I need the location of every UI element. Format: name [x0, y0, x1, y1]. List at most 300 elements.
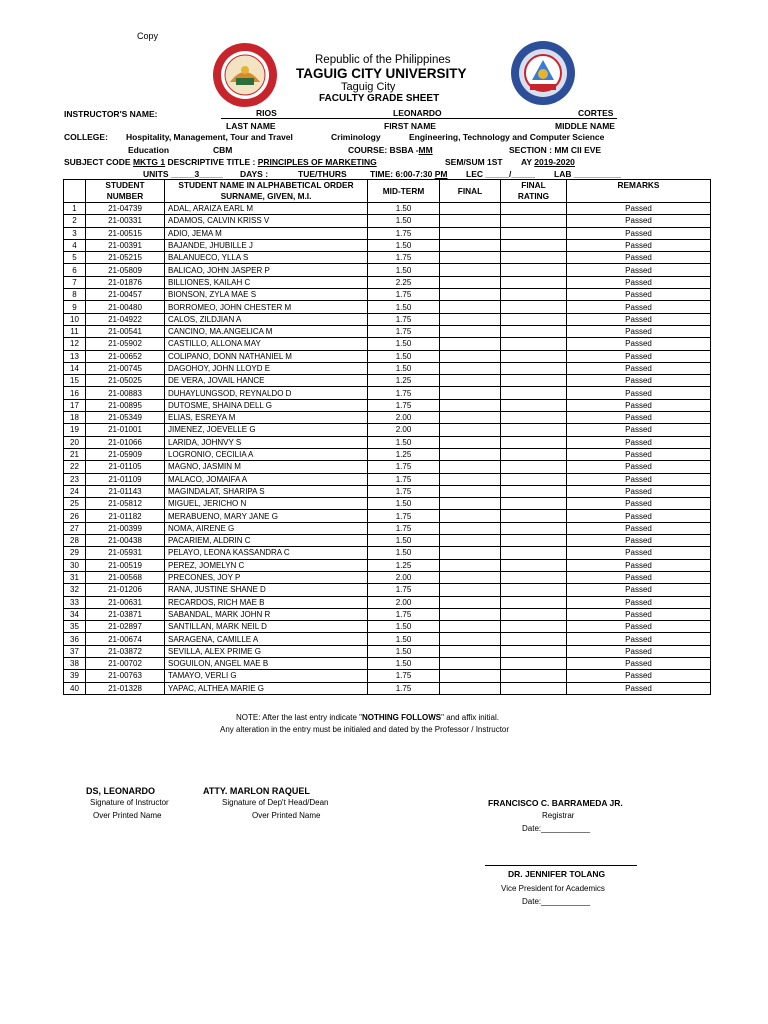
student-name: LOGRONIO, CECILIA A [165, 448, 368, 460]
instructor-underline [221, 118, 617, 119]
student-number: 21-01001 [86, 424, 165, 436]
remarks: Passed [567, 485, 711, 497]
college-option-criminology: Criminology [331, 132, 381, 142]
table-row [64, 596, 711, 608]
student-number: 21-00631 [86, 596, 165, 608]
midterm-grade: 1.50 [368, 547, 440, 559]
row-number: 32 [64, 584, 86, 596]
table-row [64, 227, 711, 239]
college-option-education: Education [128, 145, 170, 155]
student-name: DUHAYLUNGSOD, REYNALDO D [165, 387, 368, 399]
table-row [64, 239, 711, 251]
ay-label: AY [521, 157, 532, 167]
student-number: 21-05812 [86, 498, 165, 510]
section-field: SECTION : MM CII EVE [509, 145, 602, 155]
remarks: Passed [567, 313, 711, 325]
remarks: Passed [567, 571, 711, 583]
final-rating [501, 596, 567, 608]
midterm-grade: 1.50 [368, 215, 440, 227]
student-number: 21-00391 [86, 239, 165, 251]
midterm-grade: 1.75 [368, 485, 440, 497]
remarks: Passed [567, 596, 711, 608]
student-number: 21-04739 [86, 203, 165, 215]
midterm-grade: 1.25 [368, 559, 440, 571]
row-number: 20 [64, 436, 86, 448]
instructor-over-label: Over Printed Name [93, 811, 162, 820]
row-number: 33 [64, 596, 86, 608]
remarks: Passed [567, 645, 711, 657]
student-name: MAGINDALAT, SHARIPA S [165, 485, 368, 497]
student-name: CASTILLO, ALLONA MAY [165, 338, 368, 350]
lab-field: LAB __________ [554, 169, 622, 179]
row-number: 3 [64, 227, 86, 239]
header-final-rating: FINAL RATING [501, 180, 567, 203]
student-name: ELIAS, ESREYA M [165, 412, 368, 424]
college-label: COLLEGE: [64, 132, 108, 142]
final-rating [501, 682, 567, 694]
remarks: Passed [567, 522, 711, 534]
student-name: BILLIONES, KAILAH C [165, 276, 368, 288]
remarks: Passed [567, 535, 711, 547]
instructor-printed-name: DS, LEONARDO [86, 786, 156, 796]
final-rating [501, 412, 567, 424]
vp-date: Date:___________ [522, 897, 591, 906]
row-number: 22 [64, 461, 86, 473]
student-name: NOMA, AIRENE G [165, 522, 368, 534]
midterm-grade: 2.00 [368, 596, 440, 608]
last-name-label: LAST NAME [226, 121, 276, 131]
remarks: Passed [567, 473, 711, 485]
final-rating [501, 301, 567, 313]
sheet-title: FACULTY GRADE SHEET [319, 93, 440, 104]
grade-table-body [64, 203, 711, 695]
final-grade [440, 362, 501, 374]
table-row [64, 633, 711, 645]
final-grade [440, 276, 501, 288]
student-name: YAPAC, ALTHEA MARIE G [165, 682, 368, 694]
remarks: Passed [567, 547, 711, 559]
row-number: 34 [64, 608, 86, 620]
midterm-grade: 1.75 [368, 522, 440, 534]
student-number: 21-00331 [86, 215, 165, 227]
table-row [64, 535, 711, 547]
final-rating [501, 387, 567, 399]
final-grade [440, 498, 501, 510]
subject-code-label: SUBJECT CODE [64, 157, 131, 167]
vp-name: DR. JENNIFER TOLANG [508, 869, 606, 879]
student-number: 21-01105 [86, 461, 165, 473]
table-row [64, 510, 711, 522]
student-name: RECARDOS, RICH MAE B [165, 596, 368, 608]
midterm-grade: 1.75 [368, 670, 440, 682]
descriptive-title-label: DESCRIPTIVE TITLE : [167, 157, 256, 167]
student-name: PELAYO, LEONA KASSANDRA C [165, 547, 368, 559]
city-seal-icon [510, 40, 576, 106]
final-grade [440, 559, 501, 571]
row-number: 5 [64, 252, 86, 264]
remarks: Passed [567, 670, 711, 682]
row-number: 35 [64, 621, 86, 633]
row-number: 28 [64, 535, 86, 547]
student-number: 21-00652 [86, 350, 165, 362]
midterm-grade: 1.75 [368, 387, 440, 399]
table-row [64, 350, 711, 362]
row-number: 40 [64, 682, 86, 694]
final-grade [440, 608, 501, 620]
table-row [64, 424, 711, 436]
university-seal-icon [212, 42, 278, 108]
midterm-grade: 1.50 [368, 239, 440, 251]
student-number: 21-01206 [86, 584, 165, 596]
student-name: DAGOHOY, JOHN LLOYD E [165, 362, 368, 374]
table-row [64, 338, 711, 350]
note-line-1 [236, 713, 499, 722]
final-rating [501, 633, 567, 645]
final-rating [501, 313, 567, 325]
header-no [64, 180, 86, 203]
final-grade [440, 412, 501, 424]
midterm-grade: 1.75 [368, 461, 440, 473]
final-rating [501, 498, 567, 510]
row-number: 10 [64, 313, 86, 325]
registrar-date: Date:___________ [522, 824, 591, 833]
days-value: TUE/THURS [298, 169, 347, 179]
student-number: 21-05349 [86, 412, 165, 424]
table-row [64, 608, 711, 620]
first-name-label: FIRST NAME [384, 121, 436, 131]
midterm-grade: 2.25 [368, 276, 440, 288]
remarks: Passed [567, 621, 711, 633]
student-number: 21-03872 [86, 645, 165, 657]
final-rating [501, 571, 567, 583]
student-number: 21-05931 [86, 547, 165, 559]
table-row [64, 252, 711, 264]
final-grade [440, 424, 501, 436]
midterm-grade: 2.00 [368, 412, 440, 424]
remarks: Passed [567, 399, 711, 411]
midterm-grade: 1.50 [368, 362, 440, 374]
student-number: 21-00438 [86, 535, 165, 547]
remarks: Passed [567, 203, 711, 215]
midterm-grade: 1.25 [368, 448, 440, 460]
final-rating [501, 559, 567, 571]
college-option-htm: Hospitality, Management, Tour and Travel [126, 132, 293, 142]
table-row [64, 399, 711, 411]
student-name: DUTOSME, SHAINA DELL G [165, 399, 368, 411]
university-name: TAGUIG CITY UNIVERSITY [296, 66, 467, 81]
remarks: Passed [567, 227, 711, 239]
row-number: 23 [64, 473, 86, 485]
final-rating [501, 645, 567, 657]
time-field [370, 169, 448, 179]
vp-title: Vice President for Academics [501, 884, 605, 893]
midterm-grade: 1.50 [368, 264, 440, 276]
final-grade [440, 301, 501, 313]
final-rating [501, 338, 567, 350]
table-row [64, 313, 711, 325]
midterm-grade: 1.75 [368, 252, 440, 264]
final-rating [501, 485, 567, 497]
student-number: 21-00399 [86, 522, 165, 534]
student-number: 21-05809 [86, 264, 165, 276]
final-grade [440, 633, 501, 645]
final-grade [440, 645, 501, 657]
final-rating [501, 670, 567, 682]
student-number: 21-00541 [86, 325, 165, 337]
units-field: UNITS _____3_____ [143, 169, 223, 179]
remarks: Passed [567, 633, 711, 645]
student-number: 21-01109 [86, 473, 165, 485]
final-rating [501, 350, 567, 362]
row-number: 24 [64, 485, 86, 497]
final-grade [440, 461, 501, 473]
remarks: Passed [567, 448, 711, 460]
republic-line: Republic of the Philippines [315, 54, 451, 66]
final-grade [440, 510, 501, 522]
student-number: 21-00457 [86, 289, 165, 301]
final-rating [501, 510, 567, 522]
registrar-title: Registrar [542, 811, 575, 820]
remarks: Passed [567, 276, 711, 288]
remarks: Passed [567, 252, 711, 264]
header-student-name: STUDENT NAME IN ALPHABETICAL ORDER SURNAME, GIVEN, M.I. [165, 180, 368, 203]
descriptive-title: PRINCIPLES OF MARKETING [257, 157, 377, 167]
midterm-grade: 1.25 [368, 375, 440, 387]
semester: SEM/SUM 1ST [445, 157, 503, 167]
header-student-number: STUDENT NUMBER [86, 180, 165, 203]
remarks: Passed [567, 301, 711, 313]
remarks: Passed [567, 264, 711, 276]
city-line: Taguig City [341, 81, 396, 93]
final-rating [501, 436, 567, 448]
student-name: MALACO, JOMAIFA A [165, 473, 368, 485]
row-number: 14 [64, 362, 86, 374]
final-grade [440, 264, 501, 276]
student-number: 21-01182 [86, 510, 165, 522]
remarks: Passed [567, 424, 711, 436]
final-rating [501, 227, 567, 239]
remarks: Passed [567, 682, 711, 694]
final-grade [440, 682, 501, 694]
student-number: 21-01328 [86, 682, 165, 694]
table-row [64, 571, 711, 583]
table-row [64, 584, 711, 596]
dean-over-label: Over Printed Name [252, 811, 321, 820]
note-prefix: NOTE: After the last entry indicate " [236, 713, 363, 722]
final-rating [501, 608, 567, 620]
final-grade [440, 657, 501, 669]
student-number: 21-00883 [86, 387, 165, 399]
student-number: 21-00519 [86, 559, 165, 571]
final-rating [501, 448, 567, 460]
row-number: 1 [64, 203, 86, 215]
midterm-grade: 1.50 [368, 350, 440, 362]
table-row [64, 436, 711, 448]
header-remarks: REMARKS [567, 180, 711, 203]
remarks: Passed [567, 350, 711, 362]
final-rating [501, 424, 567, 436]
final-grade [440, 584, 501, 596]
instructor-label: INSTRUCTOR'S NAME: [64, 109, 158, 119]
row-number: 25 [64, 498, 86, 510]
midterm-grade: 1.50 [368, 621, 440, 633]
registrar-name: FRANCISCO C. BARRAMEDA JR. [488, 798, 623, 808]
table-row [64, 387, 711, 399]
dean-signature-label: Signature of Dep't Head/Dean [222, 798, 329, 807]
final-grade [440, 325, 501, 337]
remarks: Passed [567, 338, 711, 350]
student-name: BORROMEO, JOHN CHESTER M [165, 301, 368, 313]
row-number: 31 [64, 571, 86, 583]
final-rating [501, 399, 567, 411]
row-number: 36 [64, 633, 86, 645]
final-rating [501, 203, 567, 215]
final-grade [440, 596, 501, 608]
course-label: COURSE: BSBA - [348, 145, 419, 155]
midterm-grade: 1.75 [368, 313, 440, 325]
midterm-grade: 1.75 [368, 510, 440, 522]
days-label: DAYS : [240, 169, 269, 179]
student-name: BAJANDE, JHUBILLE J [165, 239, 368, 251]
copy-label: Copy [137, 31, 159, 41]
table-row [64, 412, 711, 424]
row-number: 39 [64, 670, 86, 682]
table-row [64, 522, 711, 534]
final-rating [501, 362, 567, 374]
remarks: Passed [567, 239, 711, 251]
final-rating [501, 535, 567, 547]
final-grade [440, 535, 501, 547]
final-grade [440, 289, 501, 301]
vp-signature-line [485, 865, 637, 866]
student-number: 21-00674 [86, 633, 165, 645]
remarks: Passed [567, 510, 711, 522]
final-grade [440, 485, 501, 497]
table-row [64, 375, 711, 387]
row-number: 11 [64, 325, 86, 337]
time-label: TIME: [370, 169, 394, 179]
table-row [64, 203, 711, 215]
student-number: 21-00895 [86, 399, 165, 411]
final-grade [440, 621, 501, 633]
midterm-grade: 1.75 [368, 608, 440, 620]
student-number: 21-00568 [86, 571, 165, 583]
note-bold: NOTHING FOLLOWS [362, 713, 442, 722]
midterm-grade: 1.75 [368, 399, 440, 411]
row-number: 29 [64, 547, 86, 559]
student-name: BIONSON, ZYLA MAE S [165, 289, 368, 301]
student-name: PRECONES, JOY P [165, 571, 368, 583]
time-value: 6:00-7:30 [395, 169, 433, 179]
midterm-grade: 1.50 [368, 203, 440, 215]
midterm-grade: 1.50 [368, 633, 440, 645]
row-number: 4 [64, 239, 86, 251]
student-name: SARAGENA, CAMILLE A [165, 633, 368, 645]
table-row [64, 621, 711, 633]
student-name: ADAMOS, CALVIN KRISS V [165, 215, 368, 227]
table-row [64, 473, 711, 485]
final-grade [440, 215, 501, 227]
row-number: 18 [64, 412, 86, 424]
table-row [64, 264, 711, 276]
student-number: 21-05215 [86, 252, 165, 264]
final-rating [501, 473, 567, 485]
table-row [64, 448, 711, 460]
final-grade [440, 252, 501, 264]
table-row [64, 301, 711, 313]
row-number: 15 [64, 375, 86, 387]
ay-value: 2019-2020 [534, 157, 575, 167]
row-number: 30 [64, 559, 86, 571]
final-rating [501, 264, 567, 276]
student-name: RANA, JUSTINE SHANE D [165, 584, 368, 596]
college-option-etcs: Engineering, Technology and Computer Science [409, 132, 605, 142]
student-number: 21-05025 [86, 375, 165, 387]
student-number: 21-00515 [86, 227, 165, 239]
student-number: 21-00480 [86, 301, 165, 313]
table-row [64, 289, 711, 301]
row-number: 19 [64, 424, 86, 436]
midterm-grade: 1.75 [368, 227, 440, 239]
note-line-2: Any alteration in the entry must be initialed and dated by the Professor / Instructor [220, 725, 510, 734]
midterm-grade: 2.00 [368, 424, 440, 436]
final-grade [440, 522, 501, 534]
college-option-cbm: CBM [213, 145, 233, 155]
row-number: 9 [64, 301, 86, 313]
time-pm: PM [434, 169, 448, 179]
course-value: MM [418, 145, 433, 155]
academic-year [521, 157, 575, 167]
midterm-grade: 1.50 [368, 657, 440, 669]
table-row [64, 498, 711, 510]
student-number: 21-01143 [86, 485, 165, 497]
student-name: TAMAYO, VERLI G [165, 670, 368, 682]
table-row [64, 215, 711, 227]
final-rating [501, 239, 567, 251]
student-name: PEREZ, JOMELYN C [165, 559, 368, 571]
student-name: ADAL, ARAIZA EARL M [165, 203, 368, 215]
final-grade [440, 387, 501, 399]
midterm-grade: 1.75 [368, 473, 440, 485]
final-grade [440, 547, 501, 559]
final-grade [440, 227, 501, 239]
student-name: PACARIEM, ALDRIN C [165, 535, 368, 547]
student-name: SABANDAL, MARK JOHN R [165, 608, 368, 620]
table-row [64, 325, 711, 337]
remarks: Passed [567, 608, 711, 620]
student-number: 21-02897 [86, 621, 165, 633]
remarks: Passed [567, 436, 711, 448]
student-name: MERABUENO, MARY JANE G [165, 510, 368, 522]
table-row [64, 461, 711, 473]
table-row [64, 657, 711, 669]
student-name: CANCINO, MA.ANGELICA M [165, 325, 368, 337]
midterm-grade: 1.50 [368, 498, 440, 510]
midterm-grade: 1.50 [368, 535, 440, 547]
midterm-grade: 1.75 [368, 289, 440, 301]
final-grade [440, 313, 501, 325]
final-rating [501, 547, 567, 559]
final-rating [501, 522, 567, 534]
midterm-grade: 1.50 [368, 645, 440, 657]
student-name: SEVILLA, ALEX PRIME G [165, 645, 368, 657]
row-number: 27 [64, 522, 86, 534]
student-name: CALOS, ZILDJIAN A [165, 313, 368, 325]
remarks: Passed [567, 498, 711, 510]
final-rating [501, 621, 567, 633]
student-number: 21-01876 [86, 276, 165, 288]
final-rating [501, 276, 567, 288]
